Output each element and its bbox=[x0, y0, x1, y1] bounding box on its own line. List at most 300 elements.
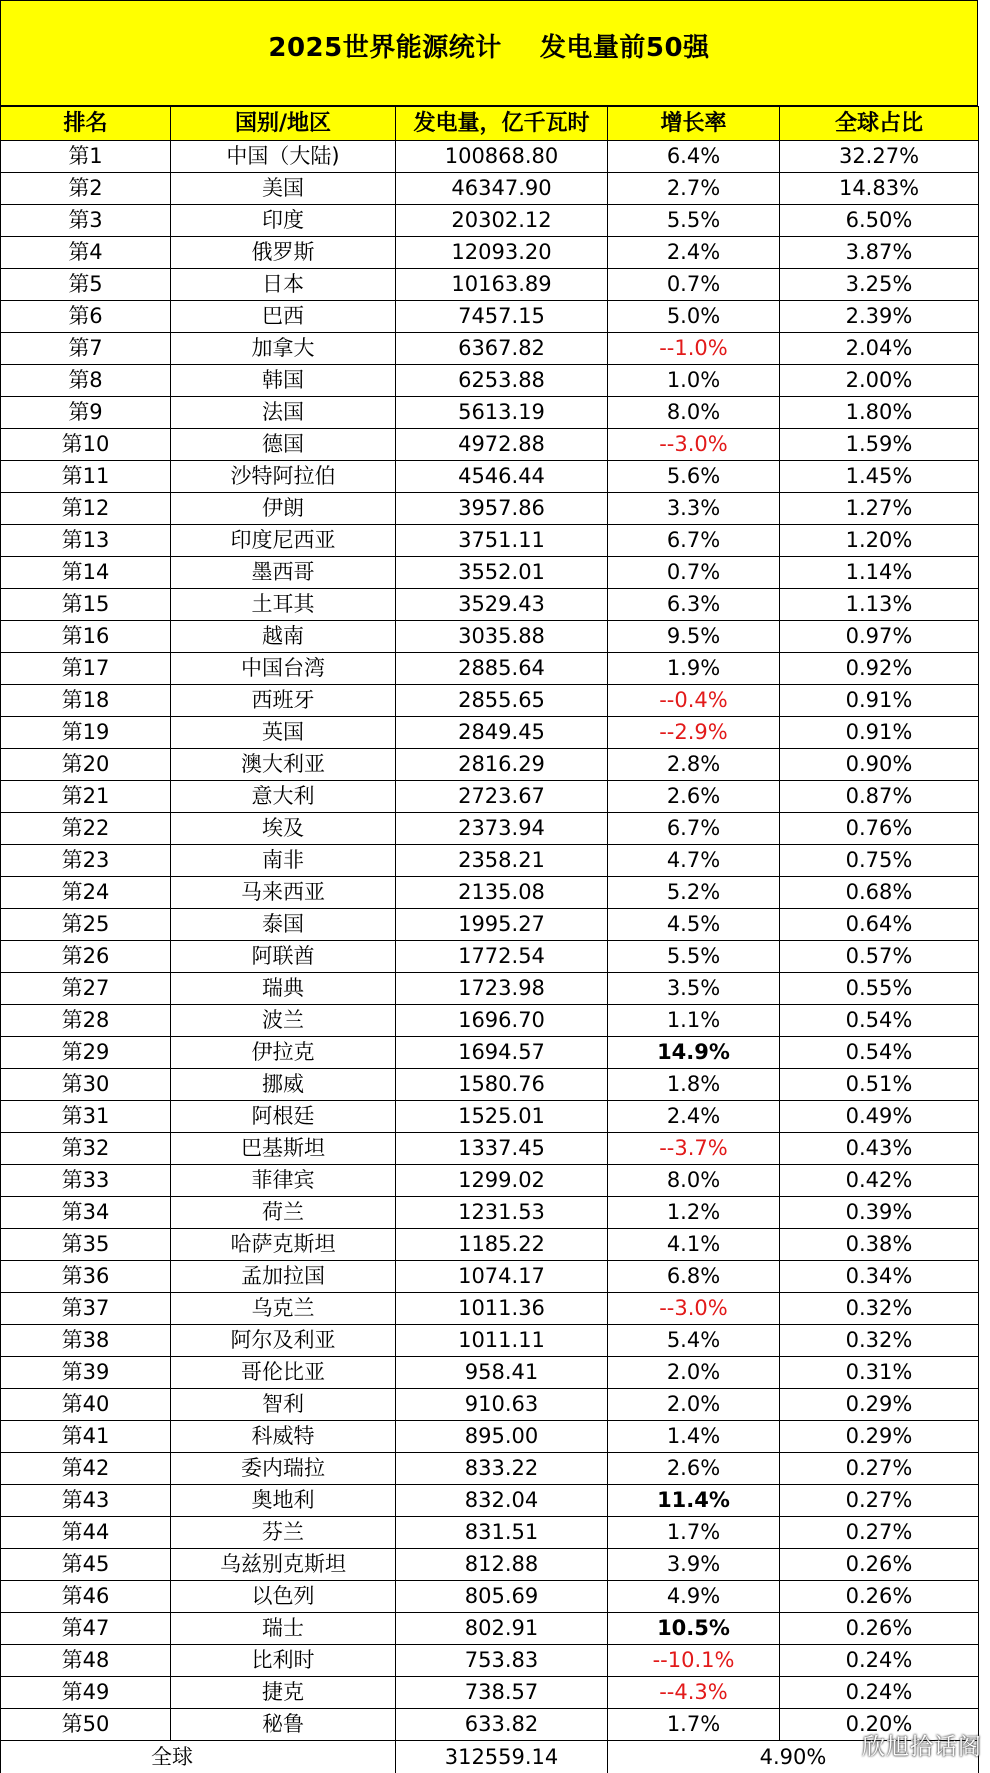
country-cell: 南非 bbox=[171, 845, 396, 877]
country-cell: 澳大利亚 bbox=[171, 749, 396, 781]
generation-cell: 1231.53 bbox=[396, 1197, 608, 1229]
share-cell: 0.75% bbox=[780, 845, 979, 877]
share-cell: 0.97% bbox=[780, 621, 979, 653]
generation-cell: 3552.01 bbox=[396, 557, 608, 589]
country-cell: 波兰 bbox=[171, 1005, 396, 1037]
growth-cell: 2.4% bbox=[608, 237, 780, 269]
share-cell: 0.39% bbox=[780, 1197, 979, 1229]
country-cell: 印度尼西亚 bbox=[171, 525, 396, 557]
rank-cell: 第48 bbox=[1, 1645, 171, 1677]
country-cell: 奥地利 bbox=[171, 1485, 396, 1517]
growth-cell: 5.6% bbox=[608, 461, 780, 493]
growth-cell: 5.2% bbox=[608, 877, 780, 909]
table-row bbox=[1, 557, 979, 589]
table-row bbox=[1, 173, 979, 205]
rank-cell: 第41 bbox=[1, 1421, 171, 1453]
rank-cell: 第47 bbox=[1, 1613, 171, 1645]
country-cell: 哥伦比亚 bbox=[171, 1357, 396, 1389]
country-cell: 阿尔及利亚 bbox=[171, 1325, 396, 1357]
growth-cell: 6.3% bbox=[608, 589, 780, 621]
generation-cell: 802.91 bbox=[396, 1613, 608, 1645]
rank-cell: 第32 bbox=[1, 1133, 171, 1165]
share-cell: 1.80% bbox=[780, 397, 979, 429]
country-cell: 伊朗 bbox=[171, 493, 396, 525]
generation-cell: 1580.76 bbox=[396, 1069, 608, 1101]
total-generation: 312559.14 bbox=[396, 1741, 608, 1773]
rank-cell: 第30 bbox=[1, 1069, 171, 1101]
watermark-text: 欣旭拾话阁 bbox=[862, 1728, 982, 1761]
rank-cell: 第12 bbox=[1, 493, 171, 525]
country-cell: 墨西哥 bbox=[171, 557, 396, 589]
share-cell: 1.27% bbox=[780, 493, 979, 525]
country-cell: 巴西 bbox=[171, 301, 396, 333]
growth-cell: 10.5% bbox=[608, 1613, 780, 1645]
table-row bbox=[1, 1357, 979, 1389]
generation-cell: 7457.15 bbox=[396, 301, 608, 333]
share-cell: 0.49% bbox=[780, 1101, 979, 1133]
growth-cell: 5.0% bbox=[608, 301, 780, 333]
growth-cell: 1.7% bbox=[608, 1517, 780, 1549]
country-cell: 埃及 bbox=[171, 813, 396, 845]
rank-cell: 第31 bbox=[1, 1101, 171, 1133]
generation-cell: 2135.08 bbox=[396, 877, 608, 909]
rank-cell: 第5 bbox=[1, 269, 171, 301]
table-body bbox=[1, 141, 979, 1773]
generation-cell: 833.22 bbox=[396, 1453, 608, 1485]
share-cell: 0.20% bbox=[780, 1709, 979, 1741]
growth-cell: 0.7% bbox=[608, 557, 780, 589]
rank-cell: 第8 bbox=[1, 365, 171, 397]
share-cell: 0.29% bbox=[780, 1421, 979, 1453]
generation-cell: 831.51 bbox=[396, 1517, 608, 1549]
growth-cell: --0.4% bbox=[608, 685, 780, 717]
share-cell: 0.29% bbox=[780, 1389, 979, 1421]
growth-cell: 6.7% bbox=[608, 813, 780, 845]
growth-cell: 1.7% bbox=[608, 1709, 780, 1741]
rank-cell: 第42 bbox=[1, 1453, 171, 1485]
growth-cell: 3.5% bbox=[608, 973, 780, 1005]
rank-cell: 第24 bbox=[1, 877, 171, 909]
share-cell: 0.90% bbox=[780, 749, 979, 781]
rank-cell: 第13 bbox=[1, 525, 171, 557]
country-cell: 英国 bbox=[171, 717, 396, 749]
generation-cell: 910.63 bbox=[396, 1389, 608, 1421]
growth-cell: 2.6% bbox=[608, 1453, 780, 1485]
rank-cell: 第45 bbox=[1, 1549, 171, 1581]
header-rank: 排名 bbox=[1, 107, 171, 141]
table-row bbox=[1, 141, 979, 173]
table-row bbox=[1, 493, 979, 525]
generation-cell: 1694.57 bbox=[396, 1037, 608, 1069]
rank-cell: 第6 bbox=[1, 301, 171, 333]
share-cell: 32.27% bbox=[780, 141, 979, 173]
share-cell: 0.27% bbox=[780, 1517, 979, 1549]
generation-cell: 832.04 bbox=[396, 1485, 608, 1517]
table-row bbox=[1, 1133, 979, 1165]
share-cell: 0.64% bbox=[780, 909, 979, 941]
country-cell: 巴基斯坦 bbox=[171, 1133, 396, 1165]
table-row bbox=[1, 1005, 979, 1037]
generation-cell: 1525.01 bbox=[396, 1101, 608, 1133]
growth-cell: 6.8% bbox=[608, 1261, 780, 1293]
share-cell: 0.91% bbox=[780, 685, 979, 717]
generation-cell: 3957.86 bbox=[396, 493, 608, 525]
table-row bbox=[1, 845, 979, 877]
share-cell: 0.26% bbox=[780, 1581, 979, 1613]
growth-cell: 1.8% bbox=[608, 1069, 780, 1101]
table-row bbox=[1, 717, 979, 749]
generation-cell: 805.69 bbox=[396, 1581, 608, 1613]
generation-cell: 20302.12 bbox=[396, 205, 608, 237]
growth-cell: 1.4% bbox=[608, 1421, 780, 1453]
generation-cell: 1995.27 bbox=[396, 909, 608, 941]
share-cell: 0.32% bbox=[780, 1325, 979, 1357]
share-cell: 0.43% bbox=[780, 1133, 979, 1165]
country-cell: 以色列 bbox=[171, 1581, 396, 1613]
table-row bbox=[1, 365, 979, 397]
total-label: 全球 bbox=[1, 1741, 396, 1773]
generation-cell: 633.82 bbox=[396, 1709, 608, 1741]
share-cell: 0.92% bbox=[780, 653, 979, 685]
table-row bbox=[1, 1421, 979, 1453]
country-cell: 伊拉克 bbox=[171, 1037, 396, 1069]
growth-cell: 11.4% bbox=[608, 1485, 780, 1517]
country-cell: 中国（大陆) bbox=[171, 141, 396, 173]
share-cell: 2.00% bbox=[780, 365, 979, 397]
table-row bbox=[1, 1645, 979, 1677]
table-row bbox=[1, 429, 979, 461]
growth-cell: 6.7% bbox=[608, 525, 780, 557]
generation-cell: 1011.36 bbox=[396, 1293, 608, 1325]
country-cell: 韩国 bbox=[171, 365, 396, 397]
table-row bbox=[1, 237, 979, 269]
share-cell: 0.26% bbox=[780, 1613, 979, 1645]
share-cell: 1.14% bbox=[780, 557, 979, 589]
generation-cell: 738.57 bbox=[396, 1677, 608, 1709]
table-row bbox=[1, 941, 979, 973]
growth-cell: 1.0% bbox=[608, 365, 780, 397]
country-cell: 沙特阿拉伯 bbox=[171, 461, 396, 493]
country-cell: 意大利 bbox=[171, 781, 396, 813]
country-cell: 比利时 bbox=[171, 1645, 396, 1677]
growth-cell: 2.8% bbox=[608, 749, 780, 781]
rank-cell: 第28 bbox=[1, 1005, 171, 1037]
generation-table bbox=[0, 106, 979, 1773]
country-cell: 俄罗斯 bbox=[171, 237, 396, 269]
growth-cell: --10.1% bbox=[608, 1645, 780, 1677]
table-row bbox=[1, 301, 979, 333]
table-row bbox=[1, 205, 979, 237]
generation-cell: 753.83 bbox=[396, 1645, 608, 1677]
rank-cell: 第37 bbox=[1, 1293, 171, 1325]
share-cell: 0.51% bbox=[780, 1069, 979, 1101]
table-row bbox=[1, 1325, 979, 1357]
table-row bbox=[1, 1517, 979, 1549]
growth-cell: 2.7% bbox=[608, 173, 780, 205]
generation-cell: 10163.89 bbox=[396, 269, 608, 301]
growth-cell: 2.0% bbox=[608, 1357, 780, 1389]
growth-cell: 5.5% bbox=[608, 941, 780, 973]
country-cell: 委内瑞拉 bbox=[171, 1453, 396, 1485]
rank-cell: 第39 bbox=[1, 1357, 171, 1389]
country-cell: 泰国 bbox=[171, 909, 396, 941]
growth-cell: 1.2% bbox=[608, 1197, 780, 1229]
table-row bbox=[1, 1613, 979, 1645]
generation-cell: 2855.65 bbox=[396, 685, 608, 717]
rank-cell: 第38 bbox=[1, 1325, 171, 1357]
rank-cell: 第46 bbox=[1, 1581, 171, 1613]
rank-cell: 第44 bbox=[1, 1517, 171, 1549]
rank-cell: 第50 bbox=[1, 1709, 171, 1741]
generation-cell: 4972.88 bbox=[396, 429, 608, 461]
generation-cell: 4546.44 bbox=[396, 461, 608, 493]
share-cell: 2.04% bbox=[780, 333, 979, 365]
rank-cell: 第10 bbox=[1, 429, 171, 461]
country-cell: 美国 bbox=[171, 173, 396, 205]
country-cell: 西班牙 bbox=[171, 685, 396, 717]
table-row bbox=[1, 973, 979, 1005]
rank-cell: 第2 bbox=[1, 173, 171, 205]
rank-cell: 第33 bbox=[1, 1165, 171, 1197]
rank-cell: 第26 bbox=[1, 941, 171, 973]
table-row bbox=[1, 1037, 979, 1069]
total-row bbox=[1, 1741, 979, 1773]
rank-cell: 第11 bbox=[1, 461, 171, 493]
country-cell: 科威特 bbox=[171, 1421, 396, 1453]
country-cell: 马来西亚 bbox=[171, 877, 396, 909]
growth-cell: 1.1% bbox=[608, 1005, 780, 1037]
table-row bbox=[1, 269, 979, 301]
country-cell: 哈萨克斯坦 bbox=[171, 1229, 396, 1261]
table-row bbox=[1, 749, 979, 781]
generation-cell: 2723.67 bbox=[396, 781, 608, 813]
rank-cell: 第20 bbox=[1, 749, 171, 781]
rank-cell: 第4 bbox=[1, 237, 171, 269]
generation-cell: 6253.88 bbox=[396, 365, 608, 397]
table-row bbox=[1, 333, 979, 365]
rank-cell: 第49 bbox=[1, 1677, 171, 1709]
rank-cell: 第40 bbox=[1, 1389, 171, 1421]
growth-cell: 4.9% bbox=[608, 1581, 780, 1613]
table-row bbox=[1, 1293, 979, 1325]
growth-cell: 6.4% bbox=[608, 141, 780, 173]
sheet-title: 2025世界能源统计 发电量前50强 bbox=[268, 27, 709, 64]
share-cell: 0.31% bbox=[780, 1357, 979, 1389]
table-row bbox=[1, 1389, 979, 1421]
share-cell: 0.57% bbox=[780, 941, 979, 973]
share-cell: 0.38% bbox=[780, 1229, 979, 1261]
table-row bbox=[1, 1069, 979, 1101]
generation-cell: 895.00 bbox=[396, 1421, 608, 1453]
table-row bbox=[1, 1165, 979, 1197]
table-row bbox=[1, 525, 979, 557]
rank-cell: 第16 bbox=[1, 621, 171, 653]
table-row bbox=[1, 1261, 979, 1293]
table-row bbox=[1, 589, 979, 621]
table-row bbox=[1, 397, 979, 429]
header-generation: 发电量，亿千瓦时 bbox=[396, 107, 608, 141]
generation-cell: 2373.94 bbox=[396, 813, 608, 845]
country-cell: 瑞士 bbox=[171, 1613, 396, 1645]
generation-cell: 1299.02 bbox=[396, 1165, 608, 1197]
rank-cell: 第22 bbox=[1, 813, 171, 845]
generation-cell: 2358.21 bbox=[396, 845, 608, 877]
country-cell: 荷兰 bbox=[171, 1197, 396, 1229]
share-cell: 0.27% bbox=[780, 1453, 979, 1485]
generation-cell: 2885.64 bbox=[396, 653, 608, 685]
generation-cell: 2816.29 bbox=[396, 749, 608, 781]
growth-cell: --3.0% bbox=[608, 429, 780, 461]
table-row bbox=[1, 1229, 979, 1261]
share-cell: 14.83% bbox=[780, 173, 979, 205]
rank-cell: 第34 bbox=[1, 1197, 171, 1229]
country-cell: 阿根廷 bbox=[171, 1101, 396, 1133]
country-cell: 土耳其 bbox=[171, 589, 396, 621]
country-cell: 德国 bbox=[171, 429, 396, 461]
table-row bbox=[1, 1677, 979, 1709]
share-cell: 0.91% bbox=[780, 717, 979, 749]
share-cell: 2.39% bbox=[780, 301, 979, 333]
generation-cell: 1696.70 bbox=[396, 1005, 608, 1037]
share-cell: 1.20% bbox=[780, 525, 979, 557]
rank-cell: 第27 bbox=[1, 973, 171, 1005]
generation-cell: 5613.19 bbox=[396, 397, 608, 429]
generation-cell: 6367.82 bbox=[396, 333, 608, 365]
country-cell: 智利 bbox=[171, 1389, 396, 1421]
rank-cell: 第19 bbox=[1, 717, 171, 749]
rank-cell: 第36 bbox=[1, 1261, 171, 1293]
rank-cell: 第21 bbox=[1, 781, 171, 813]
growth-cell: 5.4% bbox=[608, 1325, 780, 1357]
generation-cell: 1074.17 bbox=[396, 1261, 608, 1293]
country-cell: 捷克 bbox=[171, 1677, 396, 1709]
share-cell: 3.87% bbox=[780, 237, 979, 269]
table-row bbox=[1, 621, 979, 653]
table-row bbox=[1, 685, 979, 717]
growth-cell: --4.3% bbox=[608, 1677, 780, 1709]
table-row bbox=[1, 909, 979, 941]
generation-cell: 3529.43 bbox=[396, 589, 608, 621]
share-cell: 3.25% bbox=[780, 269, 979, 301]
generation-cell: 46347.90 bbox=[396, 173, 608, 205]
country-cell: 芬兰 bbox=[171, 1517, 396, 1549]
share-cell: 0.54% bbox=[780, 1005, 979, 1037]
share-cell: 0.24% bbox=[780, 1677, 979, 1709]
rank-cell: 第35 bbox=[1, 1229, 171, 1261]
generation-cell: 812.88 bbox=[396, 1549, 608, 1581]
share-cell: 0.32% bbox=[780, 1293, 979, 1325]
growth-cell: 2.4% bbox=[608, 1101, 780, 1133]
country-cell: 加拿大 bbox=[171, 333, 396, 365]
growth-cell: 3.3% bbox=[608, 493, 780, 525]
growth-cell: 2.6% bbox=[608, 781, 780, 813]
share-cell: 0.54% bbox=[780, 1037, 979, 1069]
rank-cell: 第43 bbox=[1, 1485, 171, 1517]
table-row bbox=[1, 781, 979, 813]
country-cell: 乌兹别克斯坦 bbox=[171, 1549, 396, 1581]
growth-cell: 4.5% bbox=[608, 909, 780, 941]
country-cell: 瑞典 bbox=[171, 973, 396, 1005]
rank-cell: 第15 bbox=[1, 589, 171, 621]
growth-cell: 14.9% bbox=[608, 1037, 780, 1069]
header-country: 国别/地区 bbox=[171, 107, 396, 141]
country-cell: 秘鲁 bbox=[171, 1709, 396, 1741]
country-cell: 印度 bbox=[171, 205, 396, 237]
table-row bbox=[1, 653, 979, 685]
country-cell: 中国台湾 bbox=[171, 653, 396, 685]
header-growth: 增长率 bbox=[608, 107, 780, 141]
generation-cell: 1185.22 bbox=[396, 1229, 608, 1261]
share-cell: 0.42% bbox=[780, 1165, 979, 1197]
share-cell: 1.13% bbox=[780, 589, 979, 621]
country-cell: 法国 bbox=[171, 397, 396, 429]
table-row bbox=[1, 1549, 979, 1581]
rank-cell: 第29 bbox=[1, 1037, 171, 1069]
share-cell: 0.76% bbox=[780, 813, 979, 845]
growth-cell: 8.0% bbox=[608, 397, 780, 429]
growth-cell: --2.9% bbox=[608, 717, 780, 749]
header-share: 全球占比 bbox=[780, 107, 979, 141]
share-cell: 0.68% bbox=[780, 877, 979, 909]
rank-cell: 第25 bbox=[1, 909, 171, 941]
generation-cell: 100868.80 bbox=[396, 141, 608, 173]
rank-cell: 第1 bbox=[1, 141, 171, 173]
table-row bbox=[1, 1709, 979, 1741]
generation-cell: 3751.11 bbox=[396, 525, 608, 557]
share-cell: 0.26% bbox=[780, 1549, 979, 1581]
growth-cell: --3.0% bbox=[608, 1293, 780, 1325]
growth-cell: 9.5% bbox=[608, 621, 780, 653]
rank-cell: 第9 bbox=[1, 397, 171, 429]
growth-cell: --1.0% bbox=[608, 333, 780, 365]
table-row bbox=[1, 877, 979, 909]
country-cell: 菲律宾 bbox=[171, 1165, 396, 1197]
growth-cell: 2.0% bbox=[608, 1389, 780, 1421]
share-cell: 0.34% bbox=[780, 1261, 979, 1293]
country-cell: 日本 bbox=[171, 269, 396, 301]
share-cell: 1.45% bbox=[780, 461, 979, 493]
country-cell: 阿联酋 bbox=[171, 941, 396, 973]
share-cell: 0.27% bbox=[780, 1485, 979, 1517]
generation-cell: 1011.11 bbox=[396, 1325, 608, 1357]
rank-cell: 第18 bbox=[1, 685, 171, 717]
growth-cell: --3.7% bbox=[608, 1133, 780, 1165]
generation-cell: 1772.54 bbox=[396, 941, 608, 973]
generation-cell: 1337.45 bbox=[396, 1133, 608, 1165]
table-row bbox=[1, 813, 979, 845]
rank-cell: 第17 bbox=[1, 653, 171, 685]
sheet-title-banner bbox=[0, 0, 978, 106]
share-cell: 0.55% bbox=[780, 973, 979, 1005]
country-cell: 乌克兰 bbox=[171, 1293, 396, 1325]
share-cell: 0.87% bbox=[780, 781, 979, 813]
table-row bbox=[1, 1453, 979, 1485]
table-header-row bbox=[1, 107, 979, 141]
growth-cell: 4.7% bbox=[608, 845, 780, 877]
generation-cell: 958.41 bbox=[396, 1357, 608, 1389]
table-row bbox=[1, 461, 979, 493]
country-cell: 孟加拉国 bbox=[171, 1261, 396, 1293]
table-row bbox=[1, 1581, 979, 1613]
rank-cell: 第7 bbox=[1, 333, 171, 365]
generation-cell: 1723.98 bbox=[396, 973, 608, 1005]
country-cell: 越南 bbox=[171, 621, 396, 653]
share-cell: 6.50% bbox=[780, 205, 979, 237]
growth-cell: 8.0% bbox=[608, 1165, 780, 1197]
share-cell: 0.24% bbox=[780, 1645, 979, 1677]
growth-cell: 5.5% bbox=[608, 205, 780, 237]
growth-cell: 1.9% bbox=[608, 653, 780, 685]
